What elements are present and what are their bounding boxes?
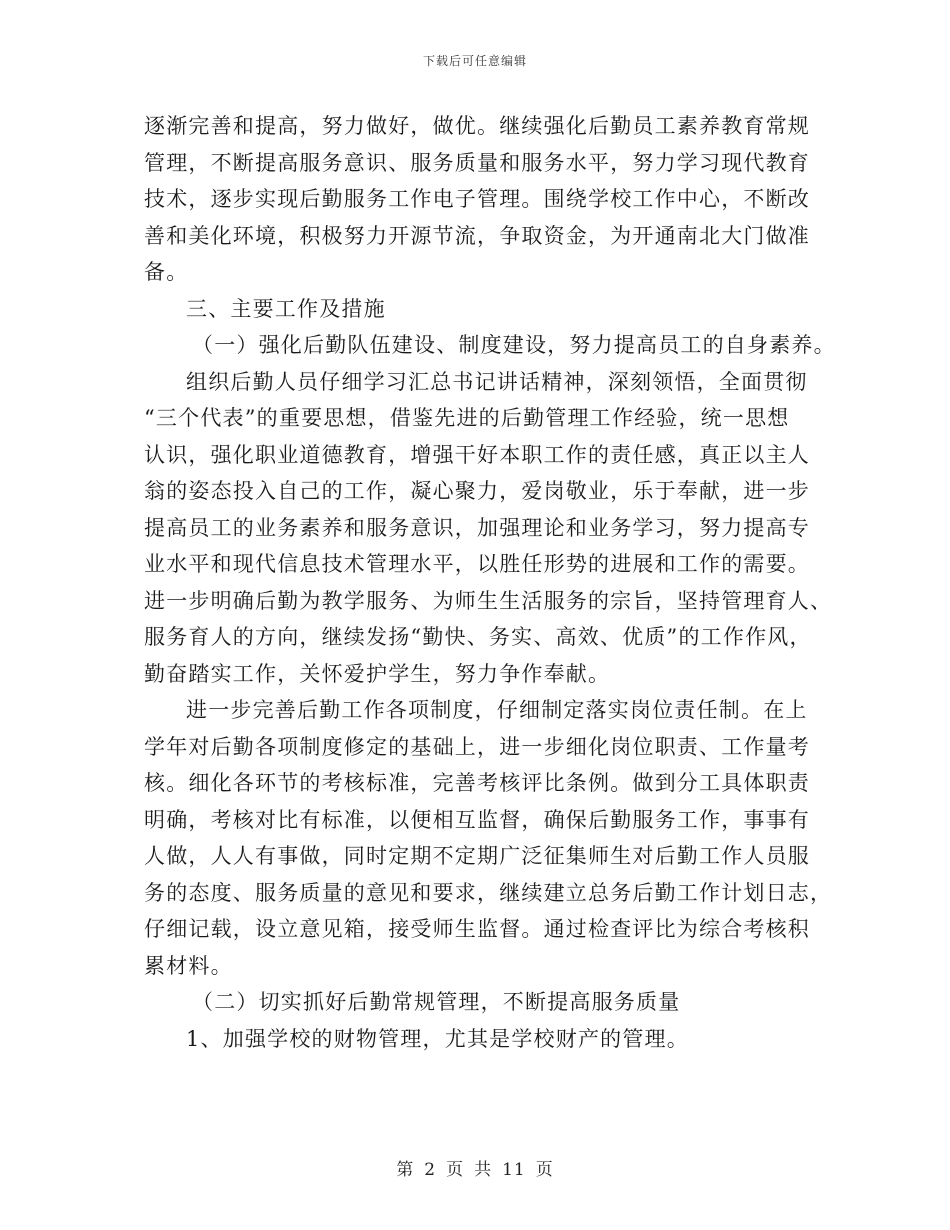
paragraph-line: 翁的姿态投入自己的工作，凝心聚力，爱岗敬业，乐于奉献，进一步	[144, 479, 810, 503]
section-heading: 三、主要工作及措施	[186, 296, 386, 321]
subsection-heading: （一）强化后勤队伍建设、制度建设，努力提高员工的自身素养。	[192, 333, 836, 357]
paragraph-line: 明确，考核对比有标准，以便相互监督，确保后勤服务工作，事事有	[144, 807, 810, 832]
paragraph-line: 提高员工的业务素养和服务意识，加强理论和业务学习，努力提高专	[144, 515, 810, 540]
paragraph-line: 服务育人的方向，继续发扬“勤快、务实、高效、优质”的工作作风，	[144, 625, 812, 649]
paragraph-line: 备。	[144, 260, 189, 284]
paragraph-line: 累材料。	[144, 953, 233, 978]
paragraph-line: 进一步明确后勤为教学服务、为师生生活服务的宗旨，坚持管理育人、	[144, 588, 833, 613]
paragraph-line: 学年对后勤各项制度修定的基础上，进一步细化岗位职责、工作量考	[144, 734, 810, 759]
page-footer	[0, 1155, 950, 1180]
footer-label-page: 第	[396, 1160, 415, 1180]
footer-label-page-unit: 页	[446, 1160, 465, 1180]
paragraph-line: 管理，不断提高服务意识、服务质量和服务水平，努力学习现代教育	[144, 150, 810, 175]
paragraph-line: 组织后勤人员仔细学习汇总书记讲话精神，深刻领悟，全面贯彻	[186, 369, 808, 394]
header-note: 下载后可任意编辑	[422, 54, 527, 68]
subsection-heading: （二）切实抓好后勤常规管理，不断提高服务质量	[192, 990, 681, 1014]
body-text	[144, 108, 836, 1057]
paragraph-line: 人做，人人有事做，同时定期不定期广泛征集师生对后勤工作人员服	[144, 844, 810, 868]
page-number: 2	[424, 1160, 437, 1180]
paragraph-line: 核。细化各环节的考核标准，完善考核评比条例。做到分工具体职责	[144, 771, 810, 795]
total-pages: 11	[502, 1160, 526, 1180]
paragraph-line: 善和美化环境，积极努力开源节流，争取资金，为开通南北大门做准	[144, 223, 810, 248]
paragraph-line: 务的态度、服务质量的意见和要求，继续建立总务后勤工作计划日志，	[144, 880, 833, 905]
list-item: 1、加强学校的财物管理，尤其是学校财产的管理。	[186, 1026, 689, 1051]
paragraph-line: 业水平和现代信息技术管理水平，以胜任形势的进展和工作的需要。	[144, 552, 810, 576]
paragraph-line: 技术，逐步实现后勤服务工作电子管理。围绕学校工作中心，不断改	[144, 187, 810, 211]
footer-label-total-unit: 页	[535, 1160, 554, 1180]
paragraph-line: 勤奋踏实工作，关怀爱护学生，努力争作奉献。	[144, 661, 611, 686]
paragraph-line: 逐渐完善和提高，努力做好，做优。继续强化后勤员工素养教育常规	[144, 114, 810, 138]
paragraph-line: 认识，强化职业道德教育，增强干好本职工作的责任感，真正以主人	[144, 442, 810, 467]
paragraph-line: “三个代表”的重要思想，借鉴先进的后勤管理工作经验，统一思想	[144, 406, 790, 430]
paragraph-line: 进一步完善后勤工作各项制度，仔细制定落实岗位责任制。在上	[186, 698, 808, 722]
paragraph-line: 仔细记载，设立意见箱，接受师生监督。通过检查评比为综合考核积	[144, 917, 810, 941]
footer-label-total: 共	[474, 1160, 493, 1180]
